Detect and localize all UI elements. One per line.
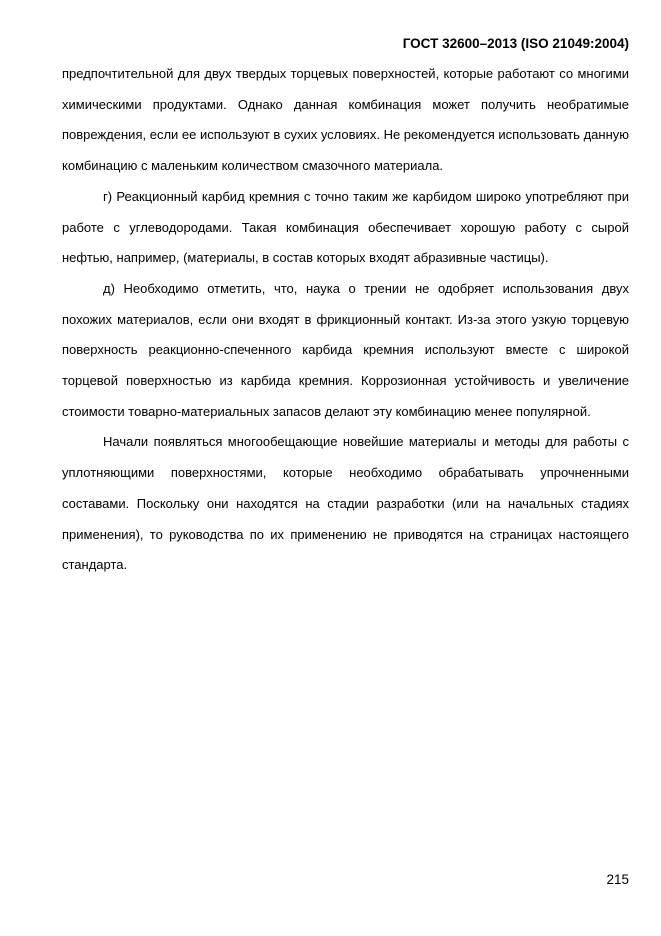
page-number: 215 [606, 872, 629, 887]
paragraph-continuation: предпочтительной для двух твердых торцевых поверхностей, которые работают со многими химическими продуктами. Однако данная комбинация может получить необратимые повреждения, если ее используют в сухих условиях. Не рекомендуется использовать данную комбинацию с маленьким количеством смазочного материала. [62, 66, 629, 174]
paragraph-item-d: д) Необходимо отметить, что, наука о трении не одобряет использования двух похожих материалов, если они входят в фрикционный контакт. Из-за этого узкую торцевую поверхность реакционно-спеченного карбида кремния используют вместе с широкой торцевой поверхностью из карбида кремния. Коррозионная устойчивость и увеличение стоимости товарно-материальных запасов делают эту комбинацию менее популярной. [62, 280, 629, 419]
paragraph-new-materials: Начали появляться многообещающие новейшие материалы и методы для работы с уплотняющими поверхностями, которые необходимо обрабатывать упрочненными составами. Поскольку они находятся на стадии разработки (или на начальных стадиях применения), то руководства по их применению не приводятся на страницах настоящего стандарта. [62, 434, 629, 573]
document-body [62, 59, 629, 581]
document-header-standard-id: ГОСТ 32600–2013 (ISO 21049:2004) [402, 36, 629, 51]
paragraph-item-g: г) Реакционный карбид кремния с точно таким же карбидом широко употребляют при работе с углеводородами. Такая комбинация обеспечивает хорошую работу с сырой нефтью, например, (материалы, в состав которых входят абразивные частицы). [62, 188, 629, 266]
